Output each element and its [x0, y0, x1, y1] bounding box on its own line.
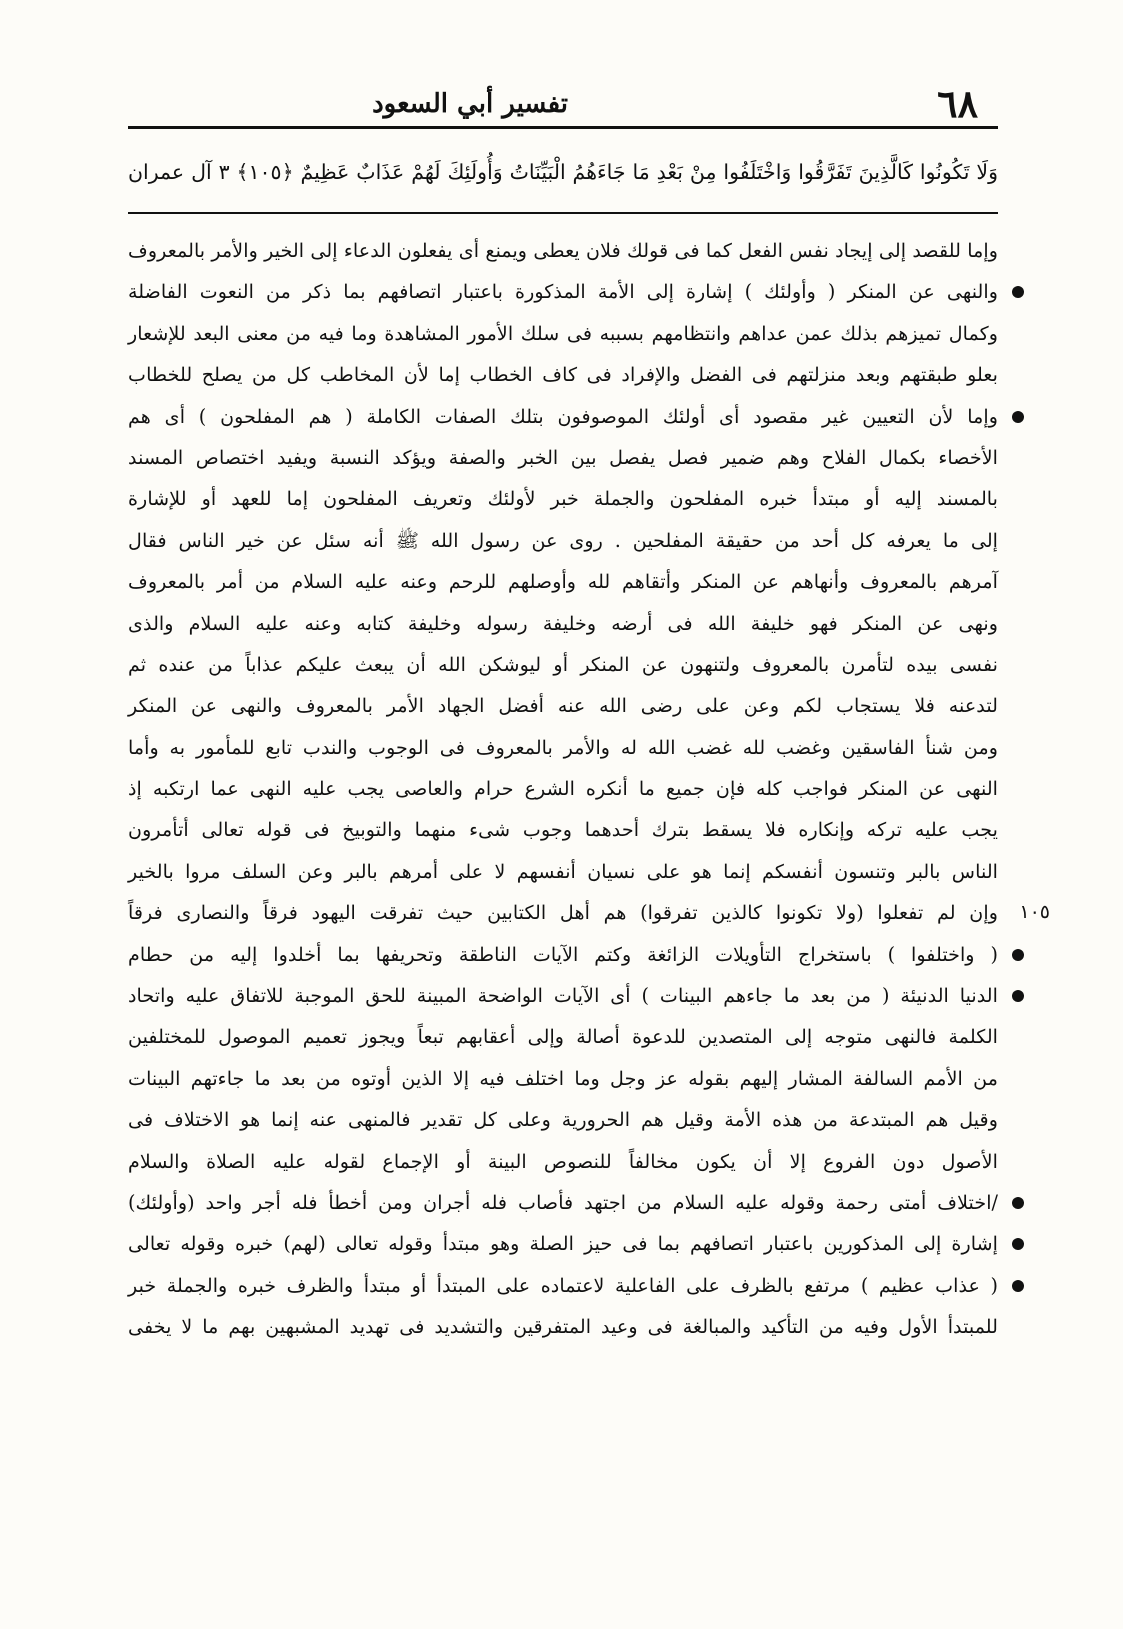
- commentary-line: [128, 478, 998, 519]
- commentary-line: [128, 1058, 998, 1099]
- quran-verse: وَلَا تَكُونُوا كَالَّذِينَ تَفَرَّقُوا وَاخْتَلَفُوا مِنْ بَعْدِ مَا جَاءَهُمُ الْبَيِّنَاتُ وَأُولَئِكَ لَهُمْ عَذَابٌ عَظِيمٌ ﴿١٠٥﴾ ٣ آل عمران: [128, 160, 998, 184]
- commentary-line: [128, 727, 998, 768]
- commentary-line-text: من الأمم السالفة المشار إليهم بقوله عز وجل وما اختلف فيه إلا الذين أوتوه من بعد ما جاءتهم البينات: [128, 1066, 998, 1090]
- commentary-line: [128, 396, 998, 437]
- bullet-icon: [1012, 411, 1024, 423]
- commentary-line-text: الدنيا الدنيئة ( من بعد ما جاءهم البينات ) أى الآيات الواضحة المبينة للحق الموجبة للاتفاق عليه واتحاد: [128, 984, 998, 1008]
- commentary-line-text: يجب عليه تركه وإنكاره فلا يسقط بترك أحدهما وجوب شىء منهما والتوبيخ فى قوله تعالى أتأمرون: [128, 818, 998, 842]
- commentary-line: [128, 437, 998, 478]
- commentary-line-text: ( عذاب عظيم ) مرتفع بالظرف على الفاعلية لاعتماده على المبتدأ أو مبتدأ والظرف خبره والجملة خبر: [128, 1273, 998, 1297]
- commentary-line: [128, 644, 998, 685]
- commentary-line-text: للمبتدأ الأول وفيه من التأكيد والمبالغة فى وعيد المتفرقين والتشديد فى تهديد المشبهين بهم ما لا يخفى: [128, 1315, 998, 1339]
- commentary-line: [128, 1265, 998, 1306]
- bullet-icon: [1012, 286, 1024, 298]
- commentary-line: [128, 271, 998, 312]
- commentary-line: [128, 851, 998, 892]
- commentary-line-text: وإما لأن التعيين غير مقصود أى أولئك الموصوفون بتلك الصفات الكاملة ( هم المفلحون ) أى هم: [128, 404, 998, 428]
- commentary-line: [128, 1099, 998, 1140]
- commentary-line-text: الأصول دون الفروع إلا أن يكون مخالفاً للنصوص البينة أو الإجماع لقوله عليه الصلاة والسلام: [128, 1149, 998, 1173]
- commentary-line: [128, 520, 998, 561]
- commentary-line-text: بالمسند إليه أو مبتدأ خبره المفلحون والجملة خبر لأولئك وتعريف المفلحون إما للعهد أو للإشارة: [128, 487, 998, 511]
- commentary-line-text: الأخصاء بكمال الفلاح وهم ضمير فصل يفصل بين الخبر والصفة ويؤكد النسبة ويفيد اختصاص المسند: [128, 445, 998, 469]
- commentary-line: [128, 354, 998, 395]
- commentary-line-text: الكلمة فالنهى متوجه إلى المتصدين للدعوة أصالة وإلى أعقابهم تبعاً ويجوز تعميم الموصول للمختلفين: [128, 1025, 998, 1049]
- bullet-icon: [1012, 1197, 1024, 1209]
- commentary-line-text: إلى ما يعرفه كل أحد من حقيقة المفلحين . روى عن رسول الله ﷺ أنه سئل عن خير الناس فقال: [128, 528, 998, 552]
- commentary-line: [128, 1306, 998, 1347]
- commentary-line: [128, 768, 998, 809]
- commentary-line: [128, 230, 998, 271]
- commentary-line-text: ( واختلفوا ) باستخراج التأويلات الزائغة وكتم الآيات الناطقة وتحريفها بما أخلدوا إليه من حطام: [128, 942, 998, 966]
- commentary-line: [128, 603, 998, 644]
- commentary-line: [128, 892, 1050, 933]
- commentary-line-text: وقيل هم المبتدعة من هذه الأمة وقيل هم الحرورية وعلى كل تقدير فالمنهى عنه إنما هو الاختلاف فى: [128, 1108, 998, 1132]
- commentary-line-text: وكمال تميزهم بذلك عمن عداهم وانتظامهم بسببه فى سلك الأمور المشاهدة وما فيه من معنى البعد للإشعار: [128, 321, 998, 345]
- commentary-line: [128, 561, 998, 602]
- commentary-line: [128, 975, 998, 1016]
- commentary-line-text: إشارة إلى المذكورين باعتبار اتصافهم بما فى حيز الصلة وهو مبتدأ وقوله تعالى (لهم) خبره وقوله تعالى: [128, 1232, 998, 1256]
- commentary-text: [128, 230, 1050, 1348]
- commentary-line-text: وإن لم تفعلوا (ولا تكونوا كالذين تفرقوا) هم أهل الكتابين حيث تفرقت اليهود فرقاً والنصارى فرقاً: [128, 901, 998, 925]
- commentary-line-text: /اختلاف أمتى رحمة وقوله عليه السلام من اجتهد فأصاب فله أجران ومن أخطأ فله أجر واحد (وأولئك): [128, 1190, 998, 1214]
- commentary-line-text: ونهى عن المنكر فهو خليفة الله فى أرضه وخليفة رسوله وخليفة كتابه وعنه عليه السلام والذى: [128, 611, 998, 635]
- commentary-line: [128, 1182, 998, 1223]
- bullet-icon: [1012, 1280, 1024, 1292]
- commentary-line-text: بعلو طبقتهم وبعد منزلتهم فى الفضل والإفراد فى كاف الخطاب إما لأن المخاطب كل من يصلح للخطاب: [128, 363, 998, 387]
- commentary-line: [128, 685, 998, 726]
- verse-rule: [128, 212, 998, 214]
- commentary-line-text: نفسى بيده لتأمرن بالمعروف ولتنهون عن المنكر أو ليوشكن الله أن يبعث عليكم عذاباً من عنده ثم: [128, 652, 998, 676]
- bullet-icon: [1012, 949, 1024, 961]
- commentary-line: [128, 934, 998, 975]
- commentary-line-text: النهى عن المنكر فواجب كله فإن جميع ما أنكره الشرع حرام والعاصى يجب عليه النهى عما ارتكبه إذ: [128, 777, 998, 801]
- commentary-line-text: ومن شنأ الفاسقين وغضب لله غضب الله له والأمر بالمعروف فى الوجوب والندب تابع للمأمور به وأما: [128, 735, 998, 759]
- commentary-line: [128, 313, 998, 354]
- commentary-line: [128, 1141, 998, 1182]
- page-header: [128, 82, 998, 126]
- commentary-line-text: وإما للقصد إلى إيجاد نفس الفعل كما فى قولك فلان يعطى ويمنع أى يفعلون الدعاء إلى الخير والأمر بالمعروف: [128, 239, 998, 262]
- header-rule: [128, 126, 998, 129]
- commentary-line-text: آمرهم بالمعروف وأنهاهم عن المنكر وأتقاهم لله وأوصلهم للرحم وعنه عليه السلام من أمر بالمعروف: [128, 570, 998, 594]
- commentary-line: [128, 1223, 998, 1264]
- bullet-icon: [1012, 990, 1024, 1002]
- commentary-line-text: والنهى عن المنكر ( وأولئك ) إشارة إلى الأمة المذكورة باعتبار اتصافهم بما ذكر من النعوت الفاضلة: [128, 280, 998, 304]
- running-title: تفسير أبي السعود: [372, 89, 568, 119]
- commentary-line-text: لتدعنه فلا يستجاب لكم وعن على رضى الله عنه أفضل الجهاد الأمر بالمعروف والنهى عن المنكر: [128, 694, 998, 718]
- commentary-line-text: الناس بالبر وتنسون أنفسكم إنما هو على نسيان أنفسهم لا على أمرهم بالبر وعن السلف مروا بالخير: [128, 859, 998, 883]
- commentary-line: [128, 809, 998, 850]
- bullet-icon: [1012, 1238, 1024, 1250]
- verse-number: ١٠٥: [1019, 901, 1050, 924]
- page-number: ٦٨: [937, 81, 978, 126]
- commentary-line: [128, 1016, 998, 1057]
